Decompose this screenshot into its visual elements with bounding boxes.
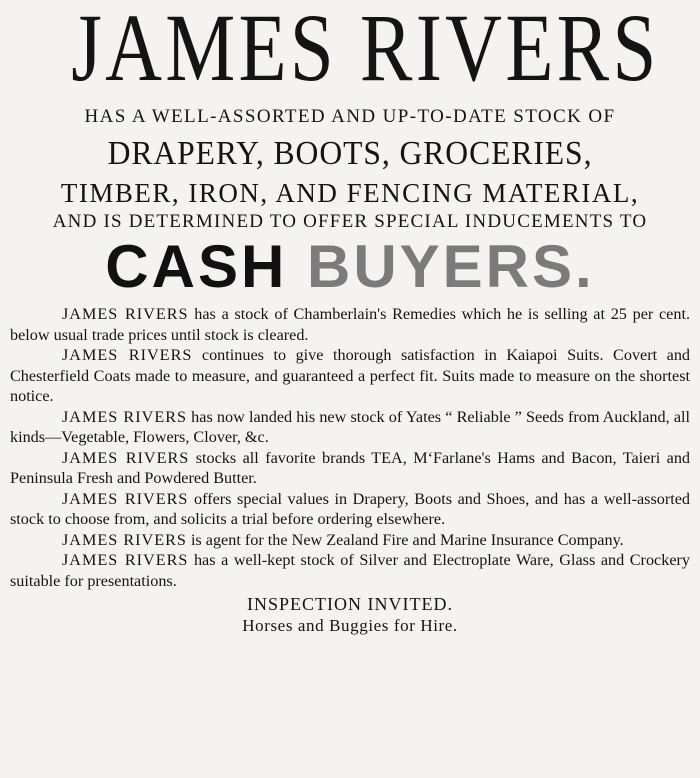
horses-buggies-line: Horses and Buggies for Hire. — [242, 616, 458, 635]
paragraph-text: stocks all favorite brands TEA, M‘Farlane's Hams and Bacon, Taieri and Peninsula Fresh and Powdered Butter. — [10, 448, 691, 487]
offer-line: AND IS DETERMINED TO OFFER SPECIAL INDUCEMENTS TO — [52, 211, 648, 232]
inspection-invited: INSPECTION INVITED. — [247, 594, 453, 614]
paragraph-name: JAMES RIVERS — [62, 551, 189, 569]
paragraph — [10, 550, 690, 591]
paragraph-text: has a stock of Chamberlain's Remedies which he is selling at 25 per cent. below usual trade prices until stock is cleared. — [10, 305, 691, 344]
cash-buyers-banner — [10, 233, 690, 300]
paragraph — [10, 448, 690, 489]
paragraph-list — [10, 304, 690, 591]
paragraph — [10, 304, 690, 345]
paragraph — [10, 530, 690, 551]
paragraph-text: has a well-kept stock of Silver and Electroplate Ware, Glass and Crockery suitable for presentations. — [10, 551, 690, 590]
paragraph-text: has now landed his new stock of Yates “ Reliable ” Seeds from Auckland, all kinds—Vegetable, Flowers, Clover, &c. — [10, 407, 691, 446]
headline: JAMES RIVERS — [71, 0, 660, 101]
stock-line: HAS A WELL-ASSORTED AND UP-TO-DATE STOCK OF — [84, 106, 616, 127]
cash-word: CASH — [105, 233, 288, 300]
paragraph-name: JAMES RIVERS — [62, 489, 189, 508]
paragraph-name: JAMES RIVERS — [62, 305, 189, 323]
paragraph-text: continues to give thorough satisfaction in Kaiapoi Suits. Covert and Chesterfield Coats made to measure, and guaranteed a perfect fit. Suits made to measure on the shortest notice. — [10, 346, 691, 405]
materials-line: TIMBER, IRON, AND FENCING MATERIAL, — [60, 178, 640, 208]
paragraph-name: JAMES RIVERS — [62, 346, 193, 364]
paragraph-text: is agent for the New Zealand Fire and Marine Insurance Company. — [186, 530, 624, 549]
goods-line: DRAPERY, BOOTS, GROCERIES, — [107, 135, 593, 172]
paragraph-name: JAMES RIVERS — [62, 407, 188, 426]
paragraph — [10, 345, 690, 407]
paragraph-name: JAMES RIVERS — [62, 448, 190, 467]
paragraph — [10, 489, 690, 530]
paragraph-text: offers special values in Drapery, Boots and Shoes, and has a well-assorted stock to choose from, and solicits a trial before ordering elsewhere. — [10, 489, 690, 528]
buyers-word: BUYERS. — [306, 233, 595, 300]
paragraph-name: JAMES RIVERS — [62, 530, 187, 549]
paragraph — [10, 407, 690, 448]
